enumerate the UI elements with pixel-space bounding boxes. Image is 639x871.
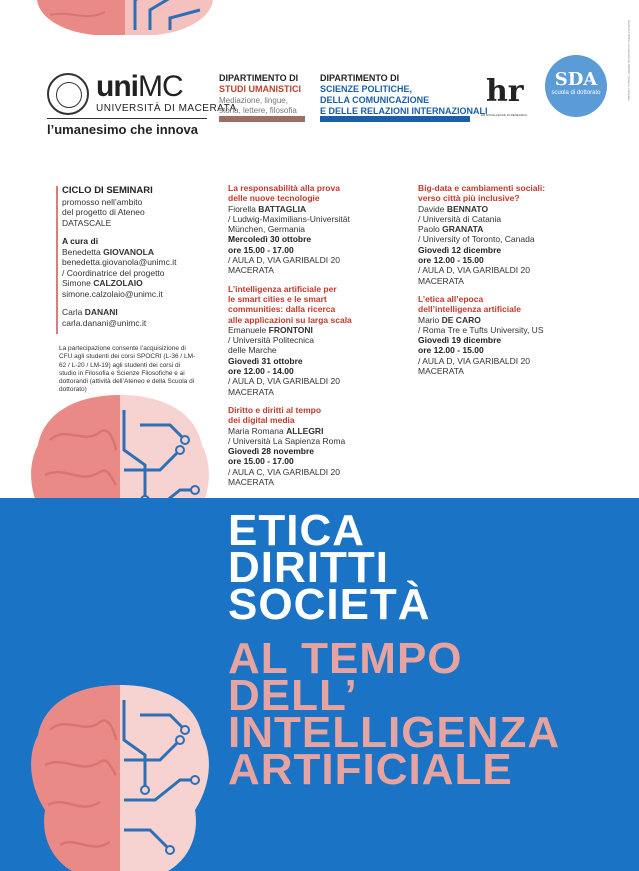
- dept-studi-umanistici-bar: [219, 116, 305, 122]
- seminar-affiliation: / Università Politecnica: [228, 335, 314, 346]
- seminars-column-2: [418, 183, 588, 384]
- title-line: AL TEMPO: [228, 634, 463, 683]
- seminar-title: L’etica all’epoca dell’intelligenza artificiale: [418, 293, 521, 315]
- seminar-item: [228, 284, 408, 397]
- seminar-item: [418, 183, 588, 286]
- seminar-affiliation: delle Marche: [228, 345, 277, 356]
- tagline-divider: [47, 118, 207, 119]
- seminar-date: Giovedì 31 ottobre: [228, 355, 303, 366]
- title-line: DIRITTI: [228, 543, 389, 592]
- main-title-white: [228, 506, 431, 629]
- seminar-speaker: Mario DE CARO: [418, 314, 481, 325]
- cycle-info: [62, 186, 212, 328]
- seminar-affiliation: / Università La Sapienza Roma: [228, 435, 346, 446]
- seminar-time: ore 15.00 - 17.00: [228, 456, 294, 467]
- dept-studi-umanistici-title: DIPARTIMENTO DI STUDI UMANISTICI: [219, 73, 301, 94]
- cycle-line: promosso nell’ambito: [62, 196, 143, 207]
- university-seal-logo: [47, 73, 89, 115]
- title-line: SOCIETÀ: [228, 580, 431, 629]
- seminar-city: MACERATA: [228, 265, 274, 276]
- dept-scienze-politiche-title: DIPARTIMENTO DI SCIENZE POLITICHE, DELLA COMUNICAZIONE E DELLE RELAZIONI INTERNAZIONALI: [320, 73, 488, 116]
- curator-email-link[interactable]: carla.danani@unimc.it: [62, 317, 147, 328]
- seminar-speaker: Fiorella BATTAGLIA: [228, 203, 307, 214]
- seminars-column-1: [228, 183, 408, 495]
- seminar-time: ore 12.00 - 15.00: [418, 345, 484, 356]
- curated-by-label: A cura di: [62, 236, 99, 246]
- seminar-item: [228, 183, 408, 276]
- seminar-title: Diritto e diritti al tempo dei digital media: [228, 404, 322, 426]
- cycle-title: CICLO DI SEMINARI: [62, 185, 153, 196]
- seminar-speaker: Davide BENNATO: [418, 203, 489, 214]
- curator-role: / Coordinatrice del progetto: [62, 267, 165, 278]
- sda-logo: [545, 55, 607, 117]
- dept-scienze-politiche-bar: [320, 116, 470, 122]
- seminar-affiliation: München, Germania: [228, 224, 306, 235]
- seminar-time: ore 12.00 - 14.00: [228, 366, 294, 377]
- sda-logo-text: SDA: [554, 69, 598, 90]
- seminar-city: MACERATA: [418, 275, 464, 286]
- seminar-date: Giovedì 28 novembre: [228, 446, 314, 457]
- seminar-speaker: Maria Romana ALLEGRI: [228, 425, 324, 436]
- title-line: ETICA: [228, 506, 365, 555]
- seminar-place: / AULA C, VIA GARIBALDI 20: [228, 466, 340, 477]
- curator-email-link[interactable]: simone.calzolaio@unimc.it: [62, 288, 163, 299]
- seminar-place: / AULA D, VIA GARIBALDI 20: [228, 376, 340, 387]
- seminar-title: L’intelligenza artificiale per le smart cities e le smart communities: dalla ricerca alle applicazioni su larga scala: [228, 283, 352, 325]
- seminar-date: Giovedì 12 dicembre: [418, 244, 502, 255]
- curator-name: Benedetta GIOVANOLA: [62, 246, 154, 257]
- seminar-title: Big-data e cambiamenti sociali: verso città più inclusive?: [418, 183, 546, 204]
- seminar-affiliation: / Università di Catania: [418, 213, 502, 224]
- seminar-date: Mercoledì 30 ottobre: [228, 234, 312, 245]
- seminar-item: [418, 294, 588, 376]
- seminar-city: MACERATA: [418, 366, 464, 377]
- seminar-date: Giovedì 19 dicembre: [418, 335, 502, 346]
- seminar-affiliation: / University of Toronto, Canada: [418, 234, 535, 245]
- main-title-pink: [228, 634, 561, 794]
- credits-note: La partecipazione consente l’acquisizione di CFU agli studenti dei corsi SPOCRI (L-36 / LM-62 / L-20 / LM-19) agli studenti dei corsi di studio in Filosofia e Scienze Filosofiche e ai dottorandi (attività dell’Ateneo e della Scuola di dottorato): [59, 345, 196, 394]
- curator-email-link[interactable]: benedetta.giovanola@unimc.it: [62, 257, 177, 267]
- seminar-affiliation: / Roma Tre e Tufts University, US: [418, 324, 544, 335]
- seminar-place: / AULA D, VIA GARIBALDI 20: [418, 265, 530, 276]
- seminar-city: MACERATA: [228, 477, 274, 488]
- hr-excellence-caption: HR EXCELLENCE IN RESEARCH: [481, 113, 528, 117]
- sda-logo-caption: scuola di dottorato: [551, 90, 601, 96]
- seminar-place: / AULA D, VIA GARIBALDI 20: [418, 355, 530, 366]
- brain-top-illustration: [25, 0, 225, 40]
- left-accent-bar: [56, 186, 58, 334]
- dept-studi-umanistici-subtitle: Mediazione, lingue, storia, lettere, filosofia: [219, 96, 297, 115]
- seminar-item: [228, 405, 408, 487]
- hr-excellence-logo: hr: [486, 74, 524, 109]
- seminar-speaker: Paolo GRANATA: [418, 224, 484, 235]
- title-line: ARTIFICIALE: [228, 745, 513, 794]
- curator-name: Simone CALZOLAIO: [62, 278, 143, 288]
- tagline: l’umanesimo che innova: [47, 122, 198, 137]
- title-line: DELL’: [228, 671, 358, 720]
- cycle-line: del progetto di Ateneo: [62, 207, 145, 217]
- seminar-time: ore 12.00 - 15.00: [418, 255, 484, 266]
- title-line: INTELLIGENZA: [228, 708, 561, 757]
- project-name: DATASCALE: [62, 217, 112, 228]
- seminar-affiliation: / Ludwig-Maximilians-Universität: [228, 213, 350, 224]
- brain-bottom-illustration: [20, 680, 220, 871]
- curator-name: Carla DANANI: [62, 307, 118, 317]
- vertical-credits: GRAFICA Ufficio comunicazione UNIMC | Stampa: Litografia: [627, 20, 631, 101]
- seminar-city: MACERATA: [228, 386, 274, 397]
- seminar-place: / AULA D, VIA GARIBALDI 20: [228, 255, 340, 266]
- seminar-speaker: Emanuele FRONTONI: [228, 324, 313, 335]
- unimc-logo-text: uniMC: [96, 70, 183, 103]
- university-name: UNIVERSITÀ DI MACERATA: [96, 103, 237, 114]
- seminar-title: La responsabilità alla prova delle nuove tecnologie: [228, 183, 340, 204]
- seminar-time: ore 15.00 - 17.00: [228, 244, 294, 255]
